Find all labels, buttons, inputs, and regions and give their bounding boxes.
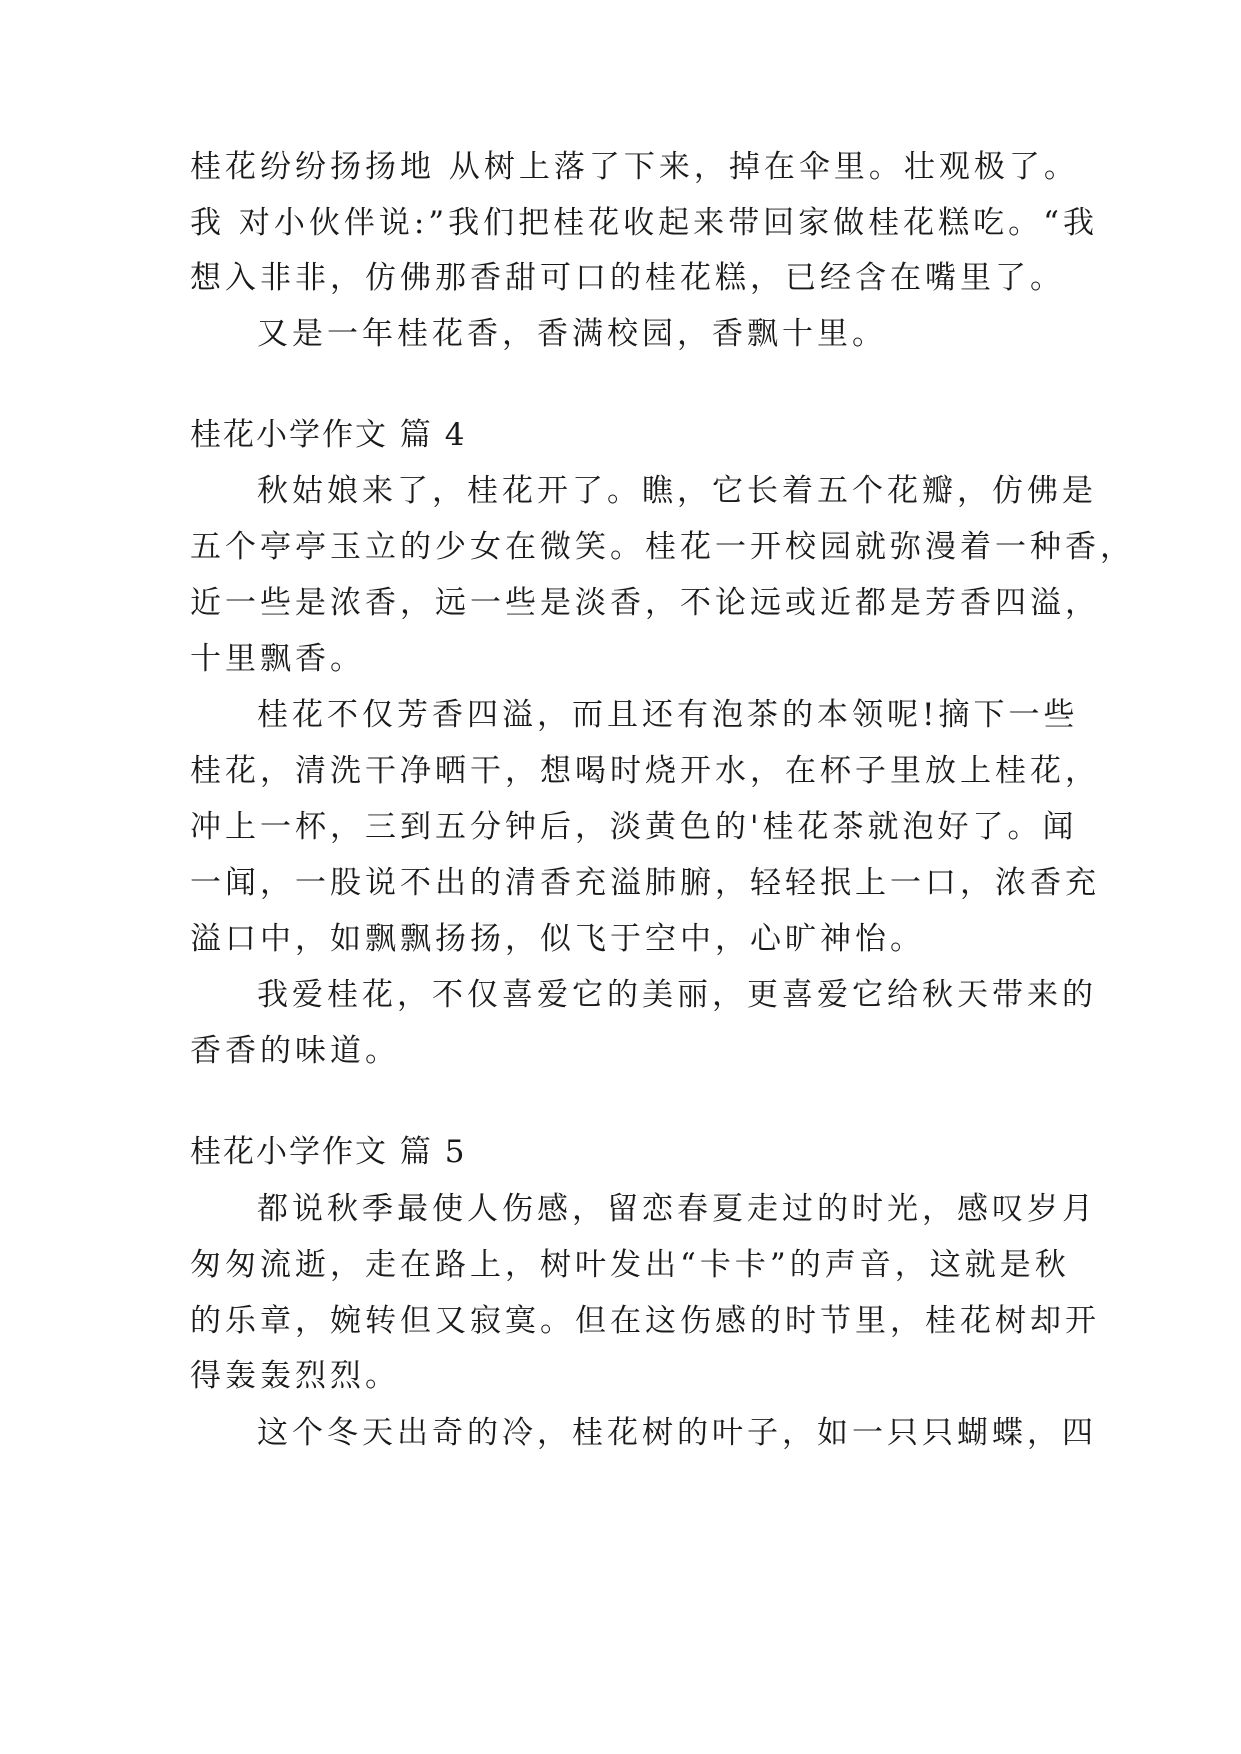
text-line: 都说秋季最使人伤感，留恋春夏走过的时光，感叹岁月 — [257, 1191, 1097, 1227]
text-line: 秋姑娘来了，桂花开了。瞧，它长着五个花瓣，仿佛是 — [257, 473, 1097, 509]
text-line: 桂花，清洗干净晒干，想喝时烧开水，在杯子里放上桂花， — [190, 753, 1100, 789]
text-line: 得轰轰烈烈。 — [190, 1358, 400, 1394]
text-line: 想入非非，仿佛那香甜可口的桂花糕，已经含在嘴里了。 — [190, 260, 1065, 296]
text-line: 一闻，一股说不出的清香充溢肺腑，轻轻抿上一口，浓香充 — [190, 865, 1100, 901]
section-heading-4: 桂花小学作文 篇 4 — [190, 417, 467, 453]
text-line: 又是一年桂花香，香满校园，香飘十里。 — [257, 316, 887, 352]
text-line: 冲上一杯，三到五分钟后，淡黄色的'桂花茶就泡好了。闻 — [190, 809, 1078, 845]
text-line: 的乐章，婉转但又寂寞。但在这伤感的时节里，桂花树却开 — [190, 1303, 1100, 1339]
text-line: 桂花不仅芳香四溢，而且还有泡茶的本领呢!摘下一些 — [257, 697, 1079, 733]
text-line: 匆匆流逝，走在路上，树叶发出“卡卡”的声音，这就是秋 — [190, 1247, 1070, 1283]
text-line: 我 对小伙伴说:”我们把桂花收起来带回家做桂花糕吃。“我 — [190, 205, 1098, 241]
text-line: 我爱桂花，不仅喜爱它的美丽，更喜爱它给秋天带来的 — [257, 977, 1097, 1013]
text-line: 五个亭亭玉立的少女在微笑。桂花一开校园就弥漫着一种香， — [190, 529, 1135, 565]
text-line: 香香的味道。 — [190, 1033, 400, 1069]
section-heading-5: 桂花小学作文 篇 5 — [190, 1134, 467, 1170]
text-line: 桂花纷纷扬扬地 从树上落了下来，掉在伞里。壮观极了。 — [190, 149, 1079, 185]
text-line: 十里飘香。 — [190, 641, 365, 677]
text-line: 这个冬天出奇的冷，桂花树的叶子，如一只只蝴蝶，四 — [257, 1415, 1097, 1451]
text-line: 溢口中，如飘飘扬扬，似飞于空中，心旷神怡。 — [190, 921, 925, 957]
text-line: 近一些是浓香，远一些是淡香，不论远或近都是芳香四溢， — [190, 585, 1100, 621]
